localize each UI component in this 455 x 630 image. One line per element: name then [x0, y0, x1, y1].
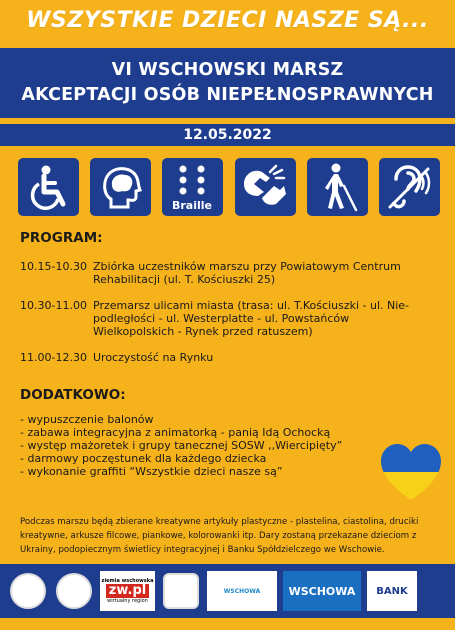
program-line: Przemarsz ulicami miasta (trasa: ul. T.Kościuszki - ul. Nie- [93, 299, 410, 312]
extras-item: - wypuszczenie balonów [20, 413, 154, 426]
program-line: Zbiórka uczestników marszu przy Powiatowym Centrum [93, 260, 401, 273]
extras-item: - wykonanie graffiti “Wszystkie dzieci nasze są” [20, 465, 283, 478]
program-item [20, 299, 445, 338]
sponsor-logo-wschowa [283, 571, 361, 611]
program-line: Uroczystość na Rynku [93, 351, 214, 364]
sponsor-logo-centrum [207, 571, 277, 611]
sponsor-logo-seal-1 [8, 571, 48, 611]
ukraine-heart-icon [381, 444, 441, 502]
extras-item: - występ mażoretek i grupy tanecznej SOSW ,,Wiercipięty” [20, 439, 343, 452]
poster-title-bar [0, 0, 455, 40]
program-time: 10.30-11.00 [20, 299, 87, 312]
date-bar [0, 124, 455, 146]
centrum-text: WSCHOWA [223, 587, 261, 595]
wschowa-text: WSCHOWA [288, 584, 356, 598]
braille-icon [162, 158, 223, 216]
program-time: 10.15-10.30 [20, 260, 87, 273]
program-line: Rehabilitacji (ul. T. Kościuszki 25) [93, 273, 276, 286]
extras-item: - darmowy poczęstunek dla każdego dziecka [20, 452, 267, 465]
sign-language-icon [235, 158, 296, 216]
sponsor-logo-bank [367, 571, 417, 611]
extras-item: - zabawa integracyjna z animatorką - panią Idą Ochocką [20, 426, 331, 439]
event-name-block [0, 48, 455, 118]
program-time: 11.00-12.30 [20, 351, 87, 364]
program-description [93, 351, 445, 364]
sponsor-logos-bar [0, 564, 455, 618]
event-date: 12.05.2022 [183, 127, 272, 143]
head-brain-icon [90, 158, 151, 216]
zw-main-text: zw.pl [106, 584, 149, 598]
note-line: kreatywne, arkusze filcowe, piankowe, kolorowanki itp. Dary zostaną przekazane dzieciom z [20, 531, 417, 541]
event-name-line-2: AKCEPTACJI OSÓB NIEPEŁNOSPRAWNYCH [21, 85, 434, 105]
program-description [93, 299, 445, 338]
zw-top-text: ziemia wschowska [101, 578, 154, 584]
sponsor-logo-zw [100, 571, 155, 611]
extras-list [20, 413, 400, 478]
extras-heading: DODATKOWO: [20, 387, 126, 403]
program-item [20, 260, 445, 286]
extras-section [20, 387, 400, 478]
sponsor-logo-seal-2 [54, 571, 94, 611]
event-name-line-1: VI WSCHOWSKI MARSZ [111, 60, 344, 80]
wheelchair-icon [18, 158, 79, 216]
braille-label: Braille [171, 199, 212, 212]
program-item [20, 351, 445, 364]
bank-text: BANK [376, 585, 408, 597]
program-heading: PROGRAM: [20, 230, 103, 246]
zw-bottom-text: wirtualny region [107, 598, 148, 604]
poster-title: WSZYSTKIE DZIECI NASZE SĄ... [26, 7, 429, 33]
sponsor-logo-seal-3 [161, 571, 201, 611]
program-description [93, 260, 445, 286]
program-line: Wielkopolskich - Rynek przed ratuszem) [93, 325, 313, 338]
note-line: Ukrainy, podopiecznym świetlicy integracyjnej i Banku Spółdzielczego we Wschowie. [20, 545, 385, 555]
hearing-impaired-icon [379, 158, 440, 216]
accessibility-icons-row [18, 158, 440, 220]
program-section [20, 230, 445, 364]
donation-note [20, 515, 440, 557]
program-line: podległości - ul. Westerplatte - ul. Powstańców [93, 312, 350, 325]
blind-cane-icon [307, 158, 368, 216]
note-line: Podczas marszu będą zbierane kreatywne artykuły plastyczne - plastelina, ciastolina, druciki [20, 517, 419, 527]
